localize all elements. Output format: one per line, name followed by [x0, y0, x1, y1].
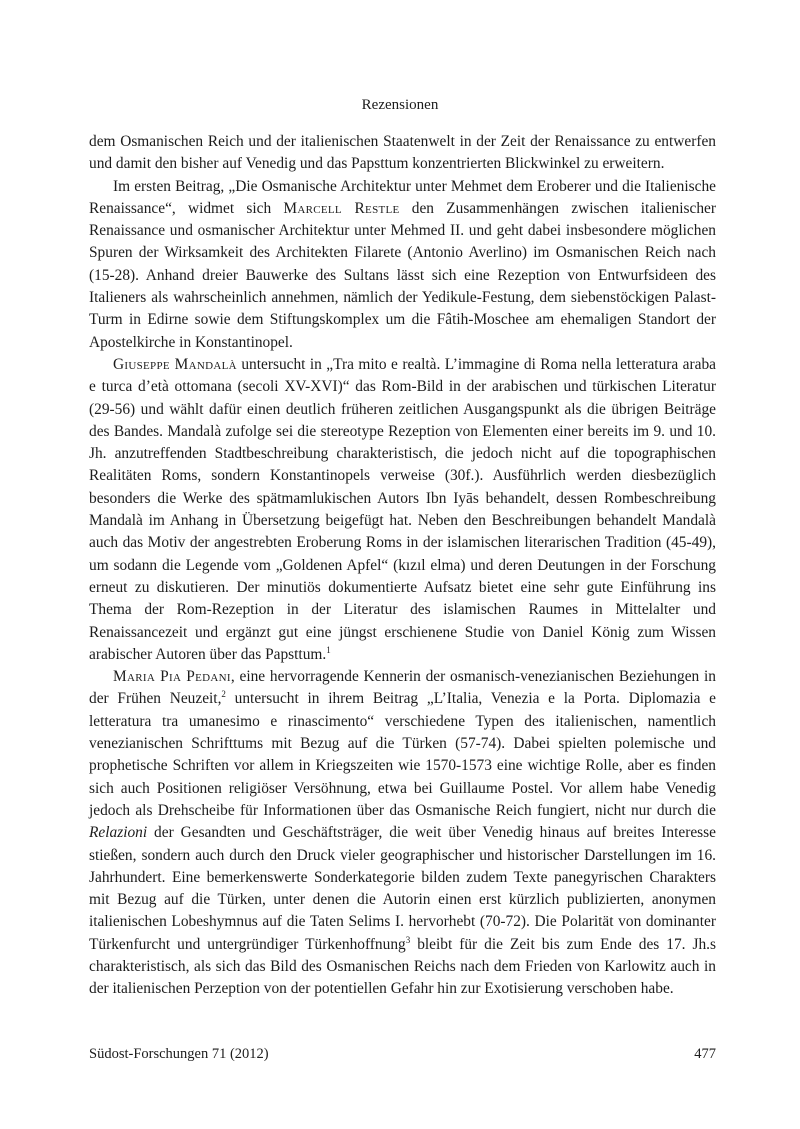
- italic-title: Relazioni: [89, 824, 148, 842]
- footnote-marker[interactable]: 3: [405, 934, 411, 945]
- paragraph-text: Im ersten Beitrag, „Die Osmanische Architektur unter Mehmet dem Eroberer und die Italienische Renaissance“, widmet sich: [89, 177, 716, 217]
- paragraph-text: untersucht in „Tra mito e realtà. L’immagine di Roma nella letteratura araba e turca d’età ottomana (secoli XV-XVI)“ das Rom-Bild in der arabischen und türkischen Literatur (29-56) und wählt dafür einen deutlich früheren zeitlichen Ausgangspunkt als die übrigen Beiträge des Bandes. Mandalà zufolge sei die stereotype Rezeption von Elementen einer bereits im 9. und 10. Jh. anzutreffenden Stadtbeschreibung charakteristisch, die jedoch nicht auf die topographischen Realitäten Roms, sondern Konstantinopels verweise (30f.). Ausführlich werden diesbezüglich besonders die Werke des spätmamlukischen Autors Ibn Iyās behandelt, dessen Rombeschreibung Mandalà im Anhang in Übersetzung beigefügt hat. Neben den Beschreibungen behandelt Mandalà auch das Motiv der angestrebten Eroberung Roms in der islamischen literarischen Tradition (45-49), um sodann die Legende vom „Goldenen Apfel“ (kızıl elma) und deren Deutungen in der Forschung erneut zu diskutieren. Der minutiös dokumentierte Aufsatz bietet eine sehr gute Einführung ins Thema der Rom-Rezeption in der Literatur des islamischen Raumes in Mittelalter und Renaissancezeit und ergänzt gut eine jüngst erschienene Studie von Daniel König zum Wissen arabischer Autoren über das Papsttum.: [89, 355, 716, 663]
- paragraph-pedani: [89, 666, 716, 1000]
- journal-citation: Südost-Forschungen 71 (2012): [89, 1046, 269, 1062]
- paragraph-text: dem Osmanischen Reich und der italienischen Staatenwelt in der Zeit der Renaissance zu entwerfen und damit den bisher auf Venedig und das Papsttum konzentrierten Blickwinkel zu erweitern.: [89, 133, 716, 173]
- review-body: [89, 131, 716, 1001]
- footnote-marker[interactable]: 2: [221, 689, 226, 700]
- paragraph-mandala: [89, 354, 716, 666]
- footnote-marker[interactable]: 1: [326, 644, 331, 655]
- running-header: Rezensionen: [361, 97, 439, 113]
- paragraph-text: den Zusammenhängen zwischen italienischer Renaissance und osmanischer Architektur unter Mehmed II. und geht dabei insbesondere möglichen Spuren der Wirksamkeit des Architekten Filarete (Antonio Averlino) im Osmanischen Reich nach (15-28). Anhand dreier Bauwerke des Sultans lässt sich eine Rezeption von Entwurfsideen des Italieners als wahrscheinlich annehmen, nämlich der Yedikule-Festung, dem siebenstöckigen Palast-Turm in Edirne sowie dem Stiftungskomplex um die Fâtih-Moschee am ehemaligen Standort der Apostelkirche in Konstantinopel.: [89, 199, 716, 351]
- author-name: Giuseppe Mandalà: [113, 355, 237, 373]
- paragraph-1: [89, 131, 716, 176]
- author-name: Marcell Restle: [283, 199, 400, 217]
- paragraph-text: bleibt für die Zeit bis zum Ende des 17. Jh.s charakteristisch, als sich das Bild des Osmanischen Reichs nach dem Frieden von Karlowitz auch in der italienischen Perzeption von der potentiellen Gefahr hin zur Exotisierung verschoben habe.: [89, 935, 716, 998]
- page-number: 477: [694, 1046, 716, 1062]
- paragraph-text: der Gesandten und Geschäftsträger, die weit über Venedig hinaus auf breites Interesse stießen, sondern auch durch den Druck vieler geographischer und historischer Darstellungen im 16. Jahrhundert. Eine bemerkenswerte Sonderkategorie bilden zudem Texte panegyrischen Charakters mit Bezug auf die Türken, unter denen die Autorin einen erst kürzlich publizierten, anonymen italienischen Lobeshymnus auf die Taten Selims I. hervorhebt (70-72). Die Polarität von dominanter Türkenfurcht und untergründiger Türkenhoffnung: [89, 824, 716, 953]
- author-name: Maria Pia Pedani: [113, 668, 231, 686]
- paragraph-text: untersucht in ihrem Beitrag „L’Italia, Venezia e la Porta. Diplomazia e letteratura tra umanesimo e rinascimento“ verschiedene Typen des italienischen, namentlich venezianischen Schrifttums mit Bezug auf die Türken (57-74). Dabei spielten polemische und prophetische Schriften vor allem in Kriegszeiten wie 1570-1573 eine wichtige Rolle, aber es finden sich auch Positionen religiöser Versöhnung, etwa bei Guillaume Postel. Vor allem habe Venedig jedoch als Drehscheibe für Informationen über das Osmanische Reich fungiert, nicht nur durch die: [89, 690, 716, 819]
- paragraph-text: , eine hervorragende Kennerin der osmanisch-venezianischen Beziehungen in der Frühen Neuzeit,: [89, 668, 716, 708]
- paragraph-restle: [89, 176, 716, 354]
- page-footer: [89, 1046, 716, 1063]
